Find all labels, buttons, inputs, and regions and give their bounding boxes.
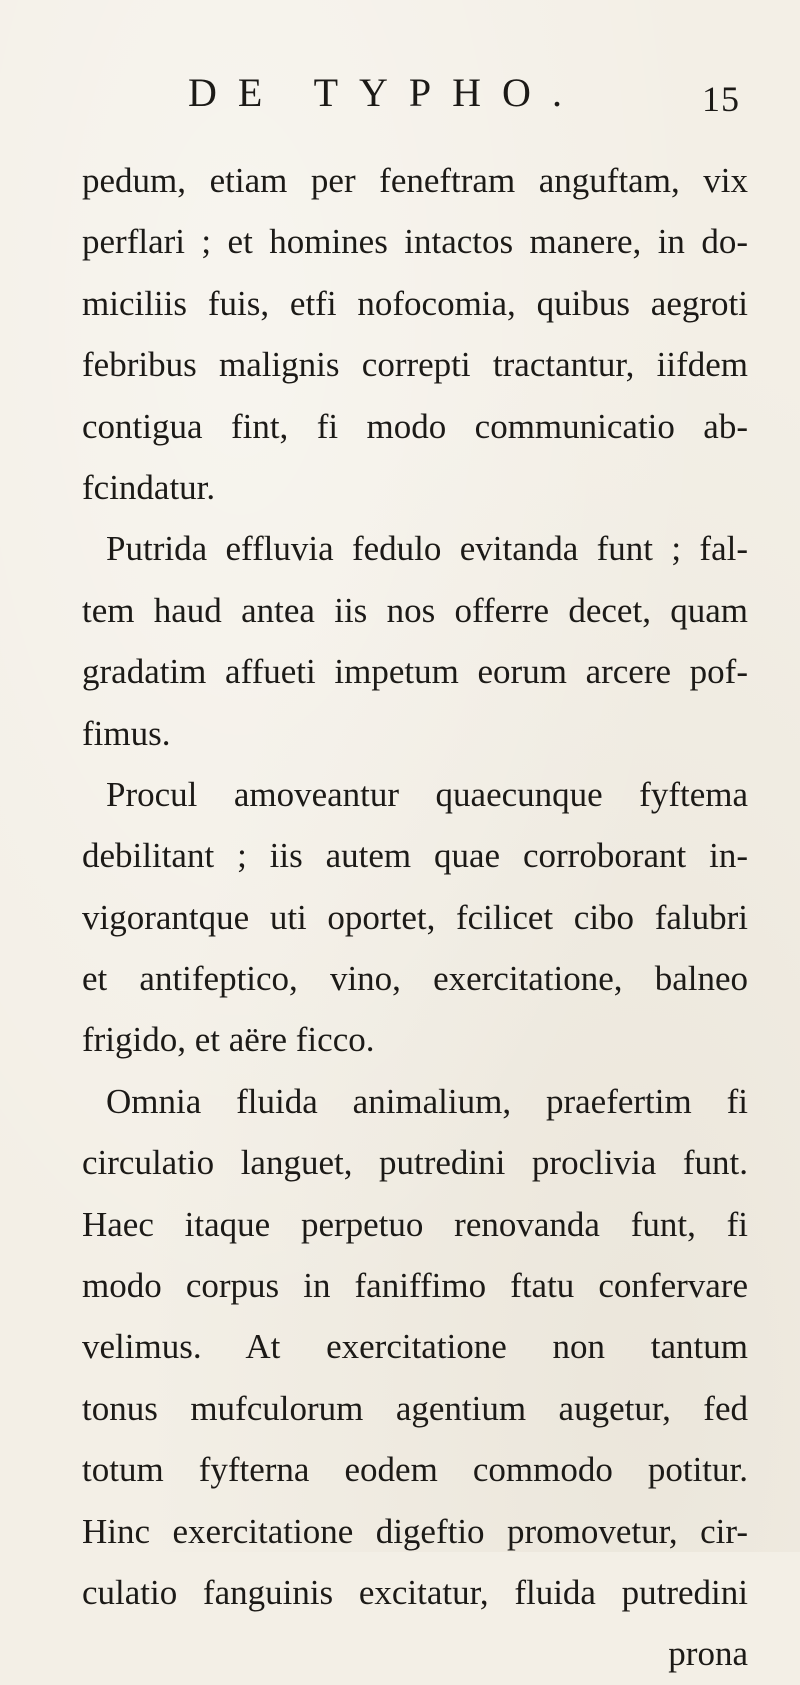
text-line: tonus mufculorum agentium augetur, fed [82, 1388, 748, 1428]
text-line: velimus. At exercitatione non tantum [82, 1327, 748, 1367]
text-line: Hinc exercitatione digeftio promovetur, cir- [82, 1511, 748, 1551]
text-line: totum fyfterna eodem commodo potitur. [82, 1450, 748, 1490]
paragraph-start: Omnia fluida animalium, praefertim fi [106, 1081, 748, 1121]
text-line: pedum, etiam per feneftram anguftam, vix [82, 161, 748, 200]
text-line: circulatio languet, putredini proclivia funt. [82, 1143, 748, 1183]
text-line: vigorantque uti oportet, fcilicet cibo falubri [82, 897, 748, 937]
text-line: culatio fanguinis excitatur, fluida putredini [82, 1572, 748, 1612]
text-line: perflari ; et homines intactos manere, in do- [82, 222, 748, 262]
text-line: modo corpus in faniffimo ftatu confervare [82, 1266, 748, 1306]
text-line: frigido, et aëre ficco. [82, 1020, 375, 1060]
body-text [82, 150, 748, 1685]
text-line: fimus. [82, 713, 171, 753]
paragraph-start: Putrida effluvia fedulo evitanda funt ; fal- [106, 529, 748, 569]
page-header [188, 68, 748, 118]
text-line: contigua fint, fi modo communicatio ab- [82, 406, 748, 446]
text-line: gradatim affueti impetum eorum arcere pof- [82, 652, 748, 692]
text-line: et antifeptico, vino, exercitatione, balneo [82, 959, 748, 999]
text-line: Haec itaque perpetuo renovanda funt, fi [82, 1204, 748, 1244]
text-line: debilitant ; iis autem quae corroborant in- [82, 836, 748, 876]
text-line: miciliis fuis, etfi nofocomia, quibus aegroti [82, 283, 748, 323]
paragraph-start: Procul amoveantur quaecunque fyftema [106, 774, 748, 814]
text-line: fcindatur. [82, 467, 216, 507]
text-line: febribus malignis correpti tractantur, iifdem [82, 345, 748, 385]
catchword: prona [668, 1634, 748, 1674]
page-number: 15 [702, 79, 740, 119]
running-title: DE TYPHO. [188, 70, 583, 115]
text-line: tem haud antea iis nos offerre decet, quam [82, 590, 748, 630]
